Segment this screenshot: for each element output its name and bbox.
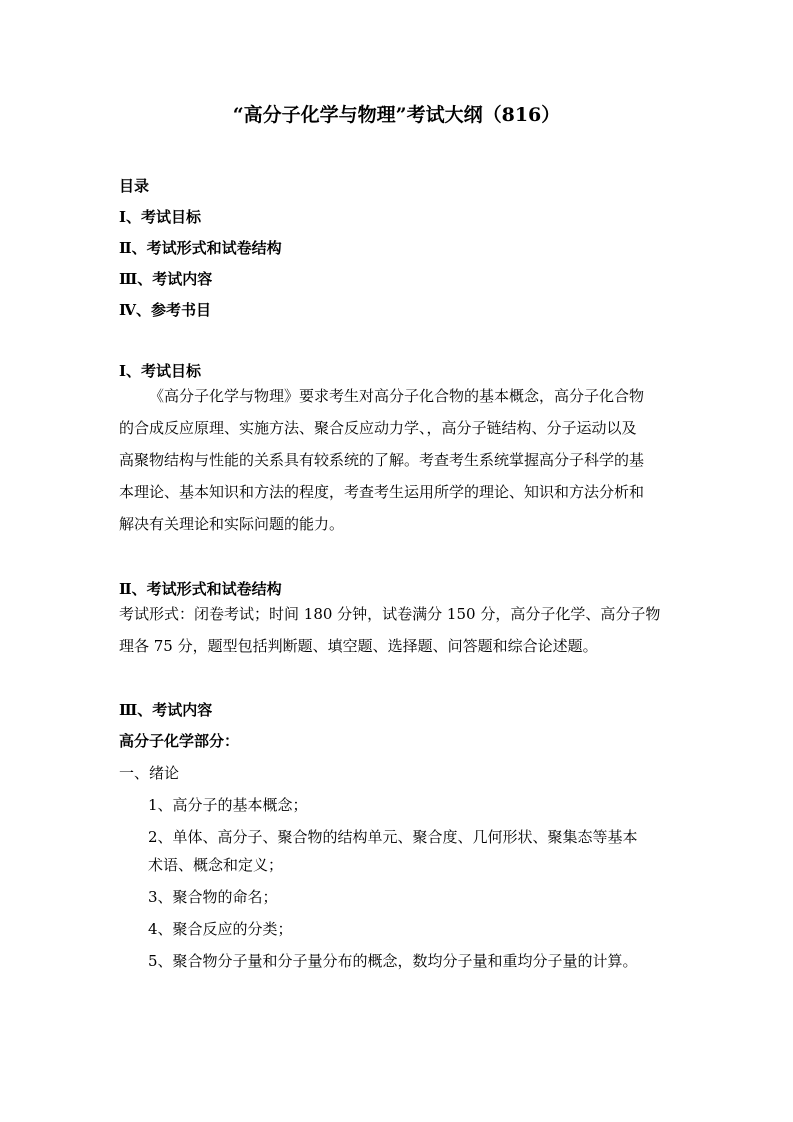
- content-item-2: 2、单体、高分子、聚合物的结构单元、聚合度、几何形状、聚集态等基本: [148, 828, 638, 846]
- section1-line-5: 解决有关理论和实际问题的能力。: [119, 515, 345, 533]
- content-item-4: 4、聚合反应的分类；: [148, 920, 293, 938]
- section1-line-1: 《高分子化学与物理》要求考生对高分子化合物的基本概念，高分子化合物: [149, 387, 645, 405]
- section1-heading: Ⅰ、考试目标: [119, 362, 202, 380]
- toc-item-3: Ⅲ、考试内容: [119, 270, 213, 288]
- section3-subheading: 高分子化学部分：: [119, 732, 240, 750]
- toc-item-4: Ⅳ、参考书目: [119, 301, 212, 319]
- section3-heading: Ⅲ、考试内容: [119, 701, 213, 719]
- section2-heading: Ⅱ、考试形式和试卷结构: [119, 580, 282, 598]
- chapter-heading: 一、绪论: [119, 764, 180, 782]
- section2-line-1: 考试形式：闭卷考试；时间 180 分钟，试卷满分 150 分，高分子化学、高分子物: [119, 605, 661, 623]
- document-title: “高分子化学与物理”考试大纲（816）: [232, 104, 561, 126]
- content-item-3: 3、聚合物的命名；: [148, 888, 278, 906]
- section2-line-2: 理各 75 分，题型包括判断题、填空题、选择题、问答题和综合论述题。: [119, 637, 598, 655]
- content-item-1: 1、高分子的基本概念；: [148, 796, 308, 814]
- section1-line-3: 高聚物结构与性能的关系具有较系统的了解。考查考生系统掌握高分子科学的基: [119, 451, 645, 469]
- toc-heading: 目录: [119, 177, 150, 195]
- content-item-5: 5、聚合物分子量和分子量分布的概念，数均分子量和重均分子量的计算。: [148, 952, 638, 970]
- content-item-2-continuation: 术语、概念和定义；: [148, 856, 284, 874]
- section1-line-4: 本理论、基本知识和方法的程度，考查考生运用所学的理论、知识和方法分析和: [119, 483, 645, 501]
- section1-line-2: 的合成反应原理、实施方法、聚合反应动力学、，高分子链结构、分子运动以及: [119, 419, 637, 437]
- toc-item-1: Ⅰ、考试目标: [119, 208, 202, 226]
- toc-item-2: Ⅱ、考试形式和试卷结构: [119, 239, 282, 257]
